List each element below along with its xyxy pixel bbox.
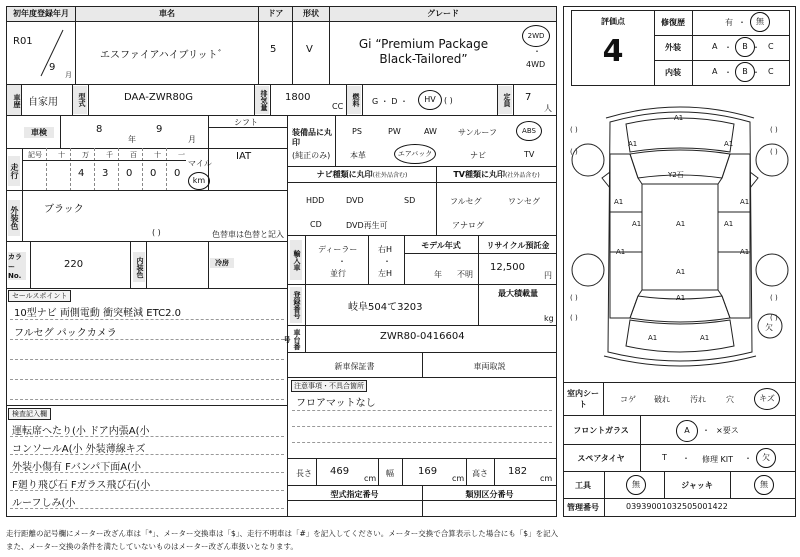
- tv-item: アナログ: [452, 221, 484, 230]
- model-year-unit: 年: [434, 270, 442, 279]
- diagram-mark: A1: [700, 334, 710, 342]
- div-d2: [378, 458, 379, 486]
- div-int2: [146, 241, 147, 289]
- car-diagram: [566, 92, 794, 380]
- equipment-1: PW: [388, 127, 401, 136]
- mileage-col-line: [166, 148, 167, 191]
- div-mil: [22, 148, 23, 191]
- person-unit: 人: [544, 104, 552, 113]
- first-reg-era: R01: [13, 36, 33, 47]
- equipment-b-0: 本革: [350, 151, 366, 160]
- glass-mark: Y2石: [668, 171, 684, 179]
- cc-unit: CC: [332, 102, 344, 111]
- rt-l1: [654, 35, 790, 36]
- first-reg-month: 9: [49, 62, 56, 73]
- repair-yes: 有: [725, 18, 733, 27]
- rating-label: 評価点: [601, 17, 625, 26]
- displacement-label: 排気量: [255, 86, 269, 114]
- sales-point-line: 10型ナビ 両側電動 衝突軽減 ETC2.0: [14, 308, 181, 319]
- notes-line3: [292, 442, 552, 443]
- div-reg1: [305, 284, 306, 326]
- height-value: 182: [508, 466, 528, 477]
- mileage-header-1: 十: [58, 151, 65, 159]
- mileage-col-line: [142, 148, 143, 191]
- nav-label-text: ナビ種類に丸印: [316, 170, 373, 179]
- interior-color-label: 内装色: [133, 252, 145, 282]
- spare-sep: ・: [682, 454, 690, 463]
- equipment-3: サンルーフ: [458, 128, 497, 137]
- div-eq: [335, 115, 336, 167]
- management-value: 03939001032505001422: [626, 502, 728, 511]
- shift-value: IAT: [236, 151, 252, 162]
- div-v8: [513, 84, 514, 116]
- inspector-line: コンソールA(小 外装薄線キズ: [12, 444, 146, 455]
- first-reg-month-unit: 月: [65, 71, 72, 79]
- capacity-label: 定員: [498, 86, 512, 114]
- car-name-cell: [75, 21, 259, 85]
- footer-line1: 走行距離の記号欄にメーター改ざん車は「*」、メーター交換車は「$」、走行不明車は「#」を記入してください。メーター交換で合算表示した場合にも「$」を記入: [6, 529, 559, 538]
- mileage-col-line: [70, 148, 71, 191]
- nav-sub: (社外品含む): [372, 172, 408, 179]
- equipment-b-3: TV: [524, 150, 535, 159]
- tv-item: ワンセグ: [508, 197, 540, 206]
- type-no-label: 型式指定番号: [330, 490, 379, 499]
- repair-sep: ・: [738, 18, 746, 27]
- equipment-b-2: ナビ: [470, 151, 486, 160]
- windshield-label: フロントガラス: [573, 426, 629, 435]
- diagram-mark: A1: [676, 220, 686, 228]
- width-label: 幅: [386, 469, 394, 478]
- width-value: 169: [418, 466, 438, 477]
- sales-rule: [10, 339, 284, 340]
- notes-line1: [292, 410, 552, 411]
- fuel-paren: ( ): [444, 96, 453, 105]
- chassis-label: 車台番号: [283, 328, 301, 350]
- ac-label: 冷房: [210, 258, 234, 268]
- div-v2: [88, 84, 89, 116]
- diagram-paren: ( ): [770, 126, 778, 134]
- mileage-label: 走行: [8, 156, 20, 186]
- drive-2wd: 2WD: [522, 25, 550, 47]
- exterior-grades-A: A: [712, 42, 718, 51]
- shape-label: 形状: [292, 6, 330, 22]
- nav-item: CD: [310, 220, 322, 229]
- nav-item: DVD: [346, 196, 364, 205]
- inspector-rule: [10, 436, 284, 437]
- jack-value: 無: [754, 475, 774, 495]
- import-label: 輸入車: [290, 240, 302, 280]
- mileage-digit-1: 4: [78, 168, 85, 179]
- sheet-option: キズ: [754, 388, 780, 410]
- color-no-label: カラーNo.: [8, 252, 26, 280]
- sales-points-label: セールスポイント: [8, 290, 71, 302]
- car-name-label: 車名: [75, 6, 259, 22]
- shape-cell: [292, 21, 330, 85]
- plate-label: 登録番号: [290, 287, 302, 323]
- left-side: [610, 154, 642, 318]
- div-imp1: [305, 235, 306, 285]
- mileage-header-line: [22, 160, 186, 161]
- mileage-row: [6, 148, 288, 191]
- height-cm: cm: [540, 474, 553, 483]
- diagram-mark: A1: [724, 220, 734, 228]
- equipment-label: 装備品に丸印: [292, 128, 332, 147]
- hood: [626, 118, 734, 152]
- inspector-rule: [10, 472, 284, 473]
- diagram-mark: A1: [616, 248, 626, 256]
- repair-no: 無: [750, 12, 770, 32]
- right-mirror: [750, 172, 758, 188]
- new-car-warranty: 新車保証書: [334, 362, 375, 371]
- first-reg-label: 初年度登録年月: [6, 6, 76, 22]
- diagram-mark: A1: [676, 268, 686, 276]
- grade-sep: ・: [724, 68, 732, 77]
- interior-grades-C: C: [768, 67, 774, 76]
- model-year-unknown: 不明: [457, 270, 473, 279]
- diagram-paren: ( ): [570, 148, 578, 156]
- shift-label: シフト: [234, 118, 258, 127]
- interior-grades-A: A: [712, 67, 718, 76]
- tv-sub: (社外品含む): [504, 172, 540, 179]
- color-paren: ( ): [152, 228, 161, 237]
- equipment-sub: (純正のみ): [292, 151, 331, 160]
- recycle-value: 12,500: [490, 262, 525, 273]
- div-d3: [402, 458, 403, 486]
- mileage-digit-5: 0: [174, 168, 181, 179]
- tv-item: フルセグ: [450, 197, 482, 206]
- tailgate: [626, 320, 734, 352]
- fuel-selected: HV: [418, 90, 442, 110]
- windshield-x: ×要ス: [716, 426, 739, 435]
- import-right-h: 右H: [378, 245, 393, 254]
- capacity-value: 7: [525, 92, 532, 103]
- rating-score: 4: [602, 34, 624, 69]
- missing-mark: 欠: [765, 323, 773, 332]
- diagram-mark: A1: [674, 114, 684, 122]
- div-int: [130, 241, 131, 289]
- jack-label: ジャッキ: [681, 481, 713, 490]
- grade-label: グレード: [329, 6, 557, 22]
- div-v4: [270, 84, 271, 116]
- div-d4: [466, 458, 467, 486]
- doors-cell: [258, 21, 293, 85]
- recycle-label: リサイクル預託金: [486, 241, 550, 250]
- color-no-row: [6, 241, 288, 289]
- diagram-mark: A1: [628, 140, 638, 148]
- div-sp: [640, 444, 641, 472]
- model-value: DAA-ZWR80G: [124, 92, 194, 103]
- div-d1: [316, 458, 317, 486]
- manual: 車両取説: [473, 362, 506, 371]
- tv-label: [436, 169, 557, 180]
- inspector-line: 外装小傷有 Fバンパ下面A(小: [12, 462, 141, 473]
- wheel-rl: [572, 254, 604, 286]
- footer-line2: また、メーター交換の条件を満たしていないものはメーター改ざん車扱いとなります。: [6, 542, 298, 551]
- km-unit: km: [188, 172, 210, 190]
- mileage-header-2: 万: [82, 151, 89, 159]
- fuel-options: G ・ D ・: [372, 97, 408, 106]
- diagram-mark: A1: [740, 198, 750, 206]
- exterior-label: 外装: [665, 43, 681, 52]
- color-note: 色替車は色替と記入: [212, 230, 284, 239]
- chassis-value: ZWR80-0416604: [380, 331, 465, 342]
- windshield-sep: ・: [702, 426, 710, 435]
- grade-line2: Black-Tailored”: [379, 52, 468, 66]
- equipment-2: AW: [424, 127, 437, 136]
- mileage-header-5: 十: [154, 151, 161, 159]
- inspector-rule: [10, 454, 284, 455]
- mileage-col-line: [46, 148, 47, 191]
- grade-sep: ・: [752, 68, 760, 77]
- interior-grades-B: B: [735, 62, 755, 82]
- diagram-paren: ( ): [570, 294, 578, 302]
- exterior-grades-B: B: [735, 37, 755, 57]
- mile-label: マイル: [188, 159, 212, 168]
- div-is: [603, 382, 604, 416]
- vehicle-class: 自家用: [28, 97, 58, 108]
- import-left-h: 左H: [378, 269, 393, 278]
- right-side: [718, 154, 750, 318]
- recycle-yen: 円: [544, 271, 552, 280]
- spare-label: スペアタイヤ: [577, 454, 625, 463]
- tn-line: [287, 500, 557, 501]
- length-value: 469: [330, 466, 350, 477]
- div-t3: [730, 471, 731, 499]
- length-cm: cm: [364, 474, 377, 483]
- length-label: 長さ: [296, 469, 312, 478]
- door-label: ドア: [258, 6, 293, 22]
- rt-v: [692, 10, 693, 86]
- diagram-mark: A1: [740, 248, 750, 256]
- diagram-mark: A1: [614, 198, 624, 206]
- diagram-mark: A1: [632, 220, 642, 228]
- inspector-rule: [10, 490, 284, 491]
- diagram-paren: ( ): [570, 126, 578, 134]
- plate-value: 岐阜504て3203: [348, 302, 423, 313]
- sales-rule: [10, 319, 284, 320]
- exterior-grades-C: C: [768, 42, 774, 51]
- inspector-line: 運転席へたり(小 ドア内張A(小: [12, 426, 150, 437]
- equipment-b-1: エアバック: [394, 144, 436, 164]
- tv-label-text: TV種類に丸印: [453, 170, 505, 179]
- sheet-option: 汚れ: [690, 395, 706, 404]
- mileage-col-line: [118, 148, 119, 191]
- div-t1: [604, 471, 605, 499]
- inspector-line: F廻り飛び石 Fガラス飛び石(小: [12, 480, 151, 491]
- mileage-digit-2: 3: [102, 168, 109, 179]
- inspector-label: 検査記入欄: [8, 408, 51, 420]
- grade-cell: [329, 21, 557, 85]
- rt-l2: [654, 60, 790, 61]
- spare-t: T: [662, 453, 667, 462]
- management-label: 管理番号: [567, 503, 599, 512]
- div-ch: [305, 325, 306, 353]
- model-label: 型式: [73, 86, 87, 114]
- height-label: 高さ: [472, 469, 488, 478]
- diagram-paren: ( ): [570, 314, 578, 322]
- grade-sep: ・: [752, 43, 760, 52]
- displacement-value: 1800: [285, 92, 311, 103]
- doors-value: 5: [270, 44, 277, 55]
- div-mg: [604, 498, 605, 517]
- diagram-paren: ( ): [770, 148, 778, 156]
- mileage-digit-4: 0: [150, 168, 157, 179]
- div-v6: [362, 84, 363, 116]
- spare-sep2: ・: [744, 454, 752, 463]
- mileage-header-0: 記号: [28, 151, 42, 159]
- width-cm: cm: [452, 474, 465, 483]
- left-mirror: [602, 172, 610, 188]
- notes-line2: [292, 426, 552, 427]
- div-color: [22, 190, 23, 242]
- mileage-col-line: [94, 148, 95, 191]
- inspection-month: 9: [156, 124, 163, 135]
- mileage-header-6: 一: [178, 151, 185, 159]
- notes-label: 注意事項・不具合箇所: [291, 380, 367, 392]
- spare-kit: 修理 KIT: [702, 455, 734, 464]
- repair-label: 修復歴: [661, 18, 685, 27]
- interior-sheet-label: 室内シート: [567, 389, 599, 409]
- sheet-option: 破れ: [654, 395, 670, 404]
- inspection-month-unit: 月: [188, 135, 196, 144]
- inspection-year-unit: 年: [128, 135, 136, 144]
- nav-label: [287, 169, 437, 180]
- grade-sep: ・: [724, 43, 732, 52]
- nav-item: SD: [404, 196, 416, 205]
- shape-value: V: [306, 44, 313, 55]
- diagram-mark: A1: [648, 334, 658, 342]
- import-parallel: 並行: [330, 269, 346, 278]
- color-no-value: 220: [64, 259, 84, 270]
- sales-point-line: フルセグ パックカメラ: [14, 328, 117, 339]
- fuel-label: 燃料: [347, 86, 361, 114]
- sheet-option: コゲ: [620, 395, 636, 404]
- sales-rule: [10, 359, 284, 360]
- drive-4wd: 4WD: [526, 60, 546, 69]
- inspection-label: 車検: [24, 127, 54, 138]
- notes-text: フロアマットなし: [296, 398, 376, 409]
- drive-sep: ・: [533, 47, 541, 56]
- div-cn: [30, 241, 31, 289]
- import-dealer: ディーラー: [318, 245, 358, 254]
- div-imp2: [368, 235, 369, 285]
- inspector-line: ルーフしみ(小: [12, 498, 76, 509]
- imp-line: [404, 253, 557, 254]
- interior-label: 内装: [665, 68, 681, 77]
- wheel-rr: [756, 254, 788, 286]
- first-reg-cell: [6, 21, 76, 85]
- vehicle-class-label: 車歴: [6, 84, 22, 116]
- model-year-label: モデル年式: [421, 241, 461, 250]
- mileage-digit-3: 0: [126, 168, 133, 179]
- equipment-0: PS: [352, 127, 362, 136]
- color-value: ブラック: [44, 204, 84, 215]
- color-label: 外装色: [8, 200, 20, 236]
- sales-rule: [10, 379, 284, 380]
- diagram-mark: A1: [676, 294, 686, 302]
- diagram-paren: ( ): [770, 314, 778, 322]
- import-dot: ・: [338, 257, 346, 266]
- sheet-option: 穴: [726, 395, 734, 404]
- windshield-a: A: [676, 420, 698, 442]
- car-name: エスファイアハイブリット゛: [100, 50, 228, 61]
- div-ac: [208, 241, 209, 289]
- import-dot2: ・: [383, 257, 391, 266]
- shift-line: [208, 127, 288, 128]
- nav-item: HDD: [306, 196, 325, 205]
- grade-line1: Gi “Premium Package: [358, 37, 489, 51]
- nav-item: DVD再生可: [346, 221, 388, 230]
- class-no-label: 類別区分番号: [465, 490, 514, 499]
- mileage-header-3: 千: [106, 151, 113, 159]
- tools-label: 工具: [575, 481, 591, 490]
- div-ws: [640, 415, 641, 445]
- equipment-4: ABS: [516, 121, 542, 141]
- div-insp: [60, 115, 61, 149]
- diagram-mark: A1: [724, 140, 734, 148]
- max-load-label: 最大積載量: [498, 289, 538, 298]
- tools-value: 無: [626, 475, 646, 495]
- spare-missing: 欠: [756, 448, 776, 468]
- max-load-kg: kg: [544, 314, 554, 323]
- sales-rule: [10, 399, 284, 400]
- diagram-paren: ( ): [770, 294, 778, 302]
- inspection-year: 8: [96, 124, 103, 135]
- inspector-rule: [10, 508, 284, 509]
- div-d5: [494, 458, 495, 486]
- mileage-header-4: 百: [130, 151, 137, 159]
